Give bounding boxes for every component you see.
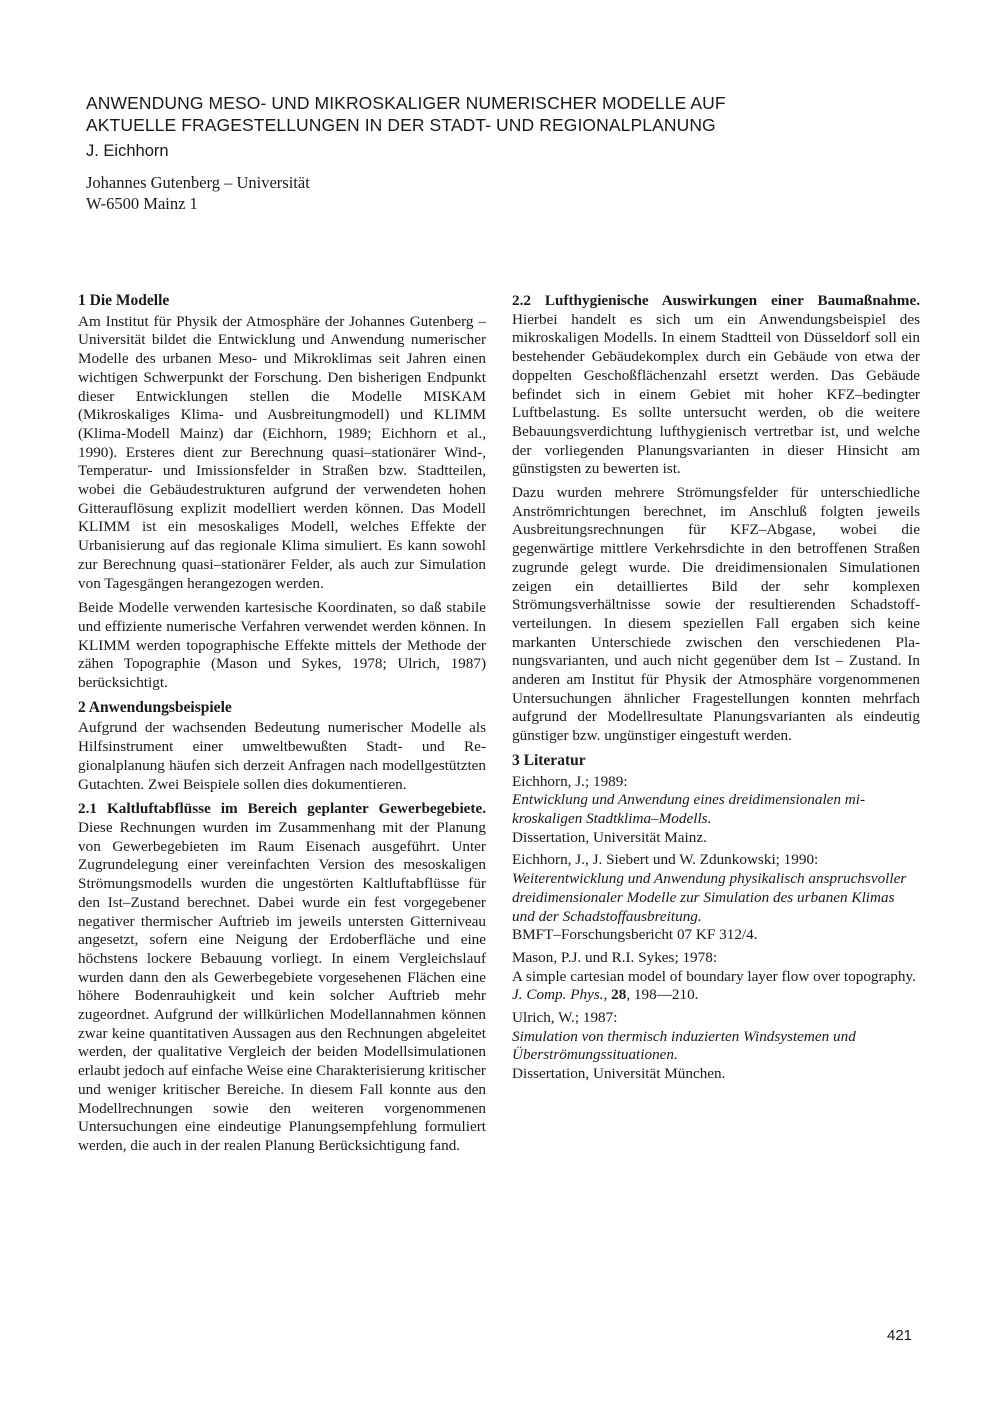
affiliation-address: W-6500 Mainz 1 (86, 194, 198, 213)
reference-item (512, 851, 920, 945)
reference-volume: 28 (611, 986, 627, 1004)
reference-title: Simulation von thermisch induzierten Windsystemen und Überströmungssituationen. (512, 1027, 856, 1064)
section-1-paragraph-1: Am Institut für Physik der Atmosphäre der Johannes Gutenberg – Universität bildet die Entwicklung und Anwendung numerischer Modelle des urbanen Meso- und Mikroklimas seit Jahren einen wichtigen Schwerpunkt der Forschung. Den bisherigen Endpunkt dieser Entwicklungen stellen die Modelle MISKAM (Mikroskaliges Klima- und Ausbreitungmodell) und KLIMM (Klima-Modell Mainz) dar (Eichhorn, 1989; Eichhorn et al., 1990). Ersteres dient zur Berechnung quasi–stationärer Wind-, Temperatur- und Imissionsfelder in Straßen bzw. Stadtteilen, wobei die Gebäudestrukturen aufgrund der verwendeten hohen Gitterauflösung explizit modelliert werden können. Das Modell KLIMM ist ein mesoskaliges Modell, welches Effekte der Urbanisierung auf das regionale Klima simuliert. Es kann sowohl zur Berechnung quasi–stationärer Felder, als auch zur Simulation von Tagesgängen herangezogen werden. (78, 312, 486, 592)
reference-title: Weiterentwicklung und Anwendung physikalisch anspruchsvoller dreidimensionaler Modelle zur Simulation des urbanen Klimas und der Schadstoffausbreitung. (512, 870, 907, 925)
affiliation (86, 172, 310, 214)
reference-title: A simple cartesian model of boundary layer flow over topography. (512, 967, 916, 985)
reference-author-year: Mason, P.J. und R.I. Sykes; 1978: (512, 948, 718, 966)
section-2-paragraph-1: Aufgrund der wachsenden Bedeutung numerischer Modelle als Hilfsinstrument einer umweltbewußten Stadt- und Regionalplanung häufen sich derzeit Anfragen nach modellgestützten Gutachten. Zwei Beispiele sollen dies dokumentieren. (78, 719, 486, 793)
left-column (78, 292, 486, 1161)
reference-pages: 198—210. (633, 986, 699, 1004)
reference-list (512, 773, 920, 1084)
section-1-heading: 1 Die Modelle (78, 292, 170, 309)
author-name: J. Eichhorn (86, 142, 169, 160)
title-line-2: AKTUELLE FRAGESTELLUNGEN IN DER STADT- UND REGIONALPLANUNG (86, 115, 716, 135)
reference-author-year: Ulrich, W.; 1987: (512, 1009, 618, 1027)
reference-title: Entwicklung und Anwendung eines dreidimensionalen mikroskaligen Stadtklima–Modells. (512, 791, 866, 827)
right-column (512, 292, 920, 1088)
page-number: 421 (887, 1327, 913, 1344)
section-2-2-paragraph-2: Dazu wurden mehrere Strömungsfelder für unterschiedliche Anströmrichtungen berechnet, im Anschluß folgten jeweils Ausbreitungsrechnungen für KFZ–Abgase, wobei die gegenwärtige mittlere Verkehrsdichte in den betroffenen Straßen zugrunde gelegt wurde. Die dreidimensionalen Simulationen zeigen ein detailliertes Bild der sehr komplexen Strömungsverhältnisse sowie der resultierenden Schadstoffverteilungen. In diesem speziellen Fall ergaben sich keine markanten Unterschiede zwischen den verschiedenen Planungsvarianten, und auch nicht gegenüber dem Ist – Zustand. In anderen am Institut für Physik der Atmosphäre vorgenommenen Untersuchungen ähnlicher Fragestellungen konnten mehrfach aufgrund der Modellresultate Planungsvarianten als eindeutig günstiger bzw. ungünstiger eingestuft werden. (512, 484, 920, 745)
section-2-1-text: Diese Rechnungen wurden im Zusammenhang mit der Planung von Gewerbegebieten im Raum Eisenach ausgeführt. Unter Zugrundelegung einer vereinfachten Version des mesoskaligen Strömungsmodells wurden die ungestörten Kaltluftabflüsse für den Ist–Zustand berechnet. Dabei wurde ein fest vorgegebener negativer thermischer Auftrieb im jeweils untersten Gitterniveau angesetzt, sofern eine Neigung der Erdoberfläche und eine höchstens lockere Bebauung vorliegt. In einem Vergleichslauf wurden dann den als Gewerbegebiete vorgesehenen Flächen eine höhere Bodenrauhigkeit und kein solcher Auftrieb mehr zugeordnet. Aufgrund der willkürlichen Modellannahmen können zwar keine quantitativen Aussagen aus den Rechnungen abgeleitet werden, der qualitative Vergleich der beiden Modellsimulationen erlaubt jedoch auf einfache Weise eine Charakterisierung kritischer und weniger kritischer Bereiche. In diesem Fall konnte aus den Modellrechnungen sowie den weiteren vorgenommenen Untersuchungen eine eindeutige Planungsempfehlung formuliert werden, die auch in der realen Planung Berücksichtigung fand. (78, 818, 486, 1154)
reference-author-year: Eichhorn, J.; 1989: (512, 772, 628, 790)
reference-item (512, 949, 920, 1005)
reference-source: Dissertation, Universität Mainz. (512, 828, 707, 846)
section-3-heading: 3 Literatur (512, 751, 586, 769)
reference-author-year: Eichhorn, J., J. Siebert und W. Zdunkowski; 1990: (512, 851, 819, 869)
paper-title (86, 92, 916, 136)
reference-source: BMFT–Forschungsbericht 07 KF 312/4. (512, 926, 758, 944)
section-2-2-text: Hierbei handelt es sich um ein Anwendungsbeispiel des mikroskaligen Modells. In einem Stadtteil von Düsseldorf soll ein bestehender Gebäudekomplex durch ein Gebäude von etwa der doppelten Geschoßflächenzahl ersetzt werden. Das Gebäude befindet sich in einem Gebiet mit hoher KFZ–bedingter Luftbelastung. Es sollte untersucht werden, ob die weitere Bebauungsverdichtung lufthygienisch vertretbar ist, und welche der vorliegenden Planungsvarianten in dieser Hinsicht am günstigsten zu bewerten ist. (512, 310, 920, 478)
reference-item (512, 773, 920, 848)
reference-journal: J. Comp. Phys. (512, 986, 604, 1004)
reference-source: Dissertation, Universität München. (512, 1065, 726, 1083)
affiliation-institution: Johannes Gutenberg – Universität (86, 173, 310, 192)
section-2-heading: 2 Anwendungsbeispiele (78, 698, 232, 716)
reference-item (512, 1009, 920, 1084)
section-1-paragraph-2: Beide Modelle verwenden kartesische Koordinaten, so daß stabile und effiziente numerische Verfahren verwendet werden können. In KLIMM werden topographische Effekte mittels der Methode der zähen Topographie (Mason und Sykes, 1978; Ulrich, 1987) berücksichtigt. (78, 599, 486, 692)
section-2-1-heading: 2.1 Kaltluftabflüsse im Bereich geplanter Gewerbegebiete. (78, 800, 486, 818)
title-line-1: ANWENDUNG MESO- UND MIKROSKALIGER NUMERISCHER MODELLE AUF (86, 93, 726, 113)
section-2-2-paragraph (512, 292, 920, 479)
section-2-1-paragraph (78, 800, 486, 1155)
reference-citation: A simple cartesian model of boundary layer flow over topography. J. Comp. Phys., 28, 198—210. (512, 967, 916, 1004)
section-2-2-heading: 2.2 Lufthygienische Auswirkungen einer Baumaßnahme. (512, 292, 920, 309)
